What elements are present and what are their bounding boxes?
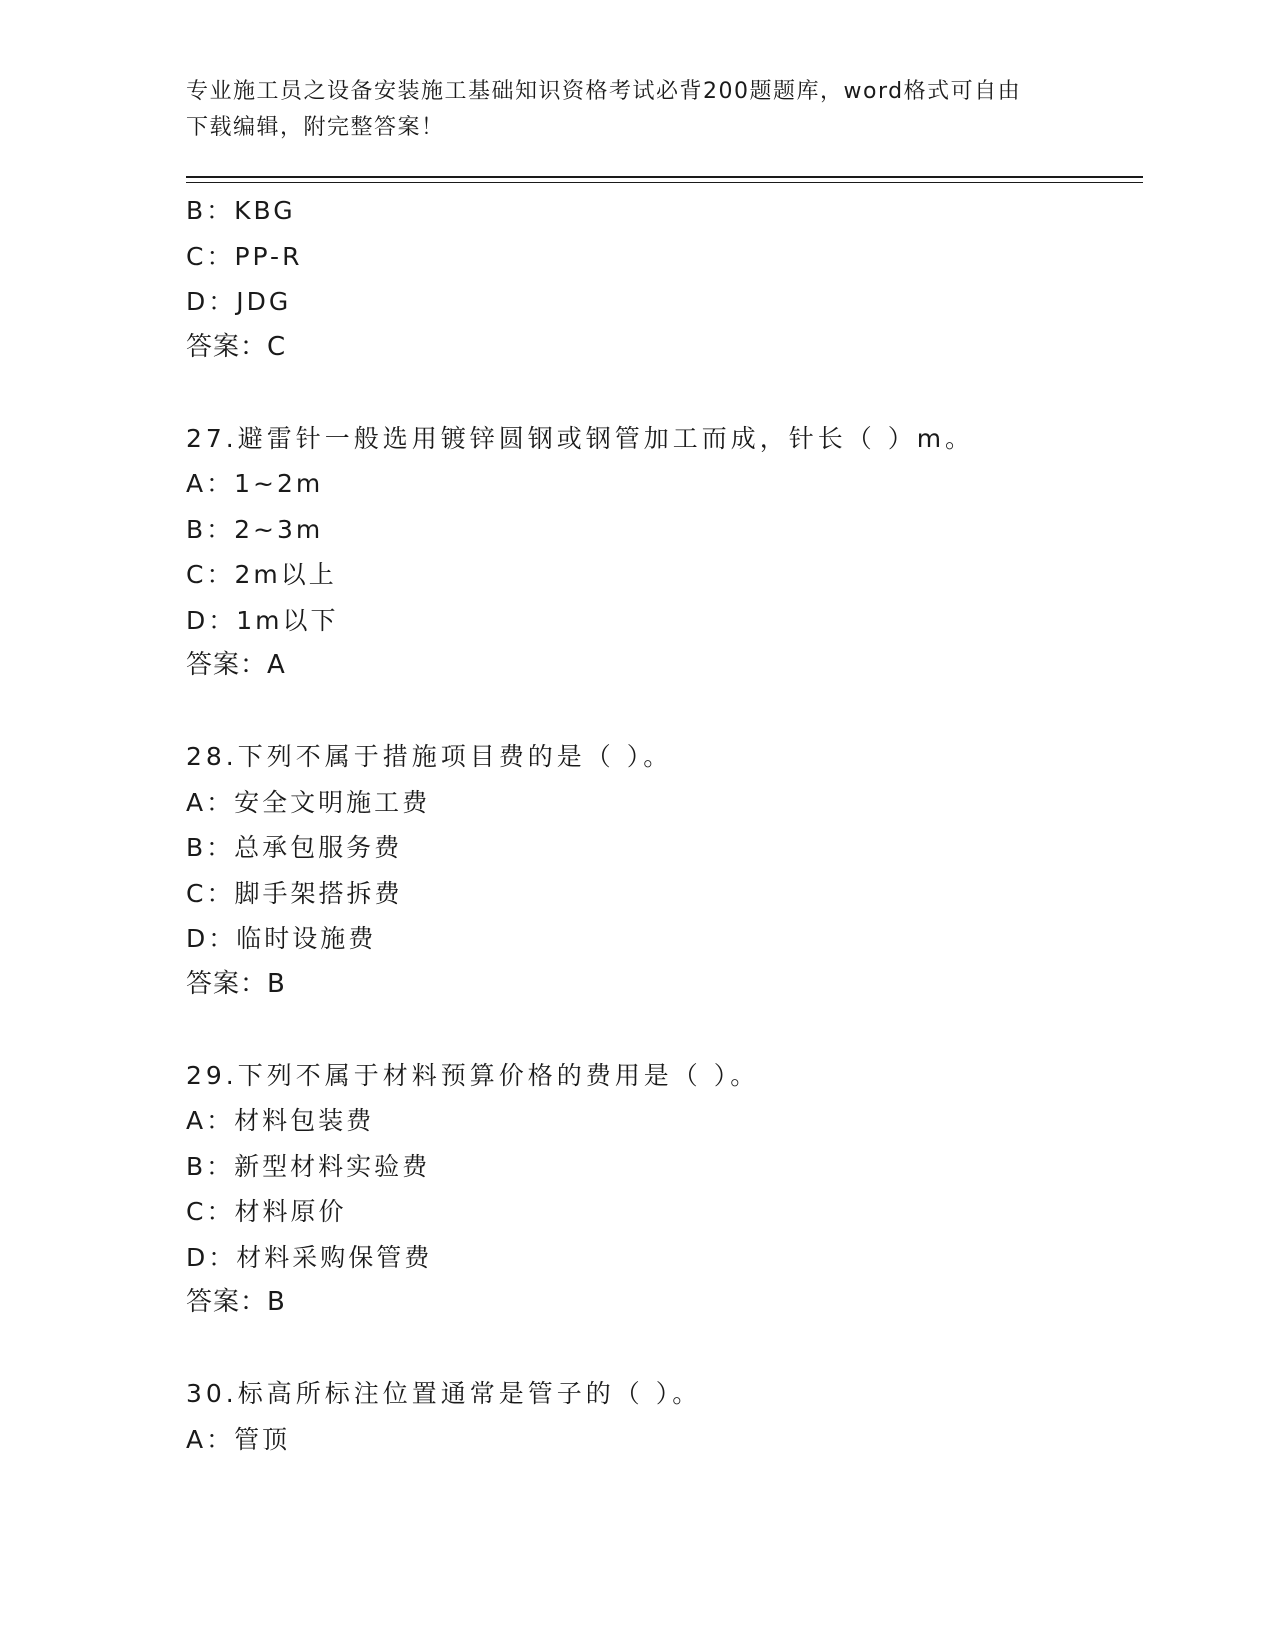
spacer <box>186 370 1143 416</box>
spacer <box>186 1007 1143 1053</box>
header-title-line-2: 下载编辑，附完整答案！ <box>186 115 445 140</box>
option-d: D：临时设施费 <box>186 924 377 953</box>
option-b: B：总承包服务费 <box>186 833 403 862</box>
option-c: C：材料原价 <box>186 1197 347 1226</box>
option-a: A：1~2m <box>186 469 324 498</box>
option-b: B：2~3m <box>186 514 324 544</box>
answer-line: 答案：A <box>186 650 286 680</box>
question-text: 29.下列不属于材料预算价格的费用是（ ）。 <box>186 1060 760 1090</box>
spacer <box>186 689 1143 735</box>
answer-line: 答案：B <box>186 1287 286 1317</box>
option-a: A：安全文明施工费 <box>186 787 431 817</box>
option-c: C：PP-R <box>186 241 303 271</box>
option-c: C：2m以上 <box>186 560 337 589</box>
question-block-30 <box>186 1371 1143 1462</box>
option-d: D：1m以下 <box>186 605 339 635</box>
option-c: C：脚手架搭拆费 <box>186 878 403 908</box>
header-divider-thick <box>186 176 1143 178</box>
option-b: B：KBG <box>186 196 296 225</box>
spacer <box>186 1326 1143 1372</box>
question-block-27 <box>186 416 1143 735</box>
document-header <box>186 74 1066 146</box>
option-a: A：材料包装费 <box>186 1106 375 1135</box>
question-block-28 <box>186 734 1143 1053</box>
option-a: A：管顶 <box>186 1424 291 1454</box>
question-content <box>186 188 1143 1462</box>
option-d: D：材料采购保管费 <box>186 1242 433 1272</box>
question-text: 28.下列不属于措施项目费的是（ ）。 <box>186 742 673 771</box>
question-text: 30.标高所标注位置通常是管子的（ ）。 <box>186 1379 702 1408</box>
header-title-line-1: 专业施工员之设备安装施工基础知识资格考试必背200题题库，word格式可自由 <box>186 79 1022 104</box>
option-b: B：新型材料实验费 <box>186 1151 431 1181</box>
answer-line: 答案：C <box>186 331 287 362</box>
question-block-26 <box>186 188 1143 416</box>
question-text: 27.避雷针一般选用镀锌圆钢或钢管加工而成，针长（ ）m。 <box>186 423 975 453</box>
option-d: D：JDG <box>186 287 292 316</box>
question-block-29 <box>186 1053 1143 1372</box>
header-divider-thin <box>186 182 1143 183</box>
answer-line: 答案：B <box>186 968 286 999</box>
